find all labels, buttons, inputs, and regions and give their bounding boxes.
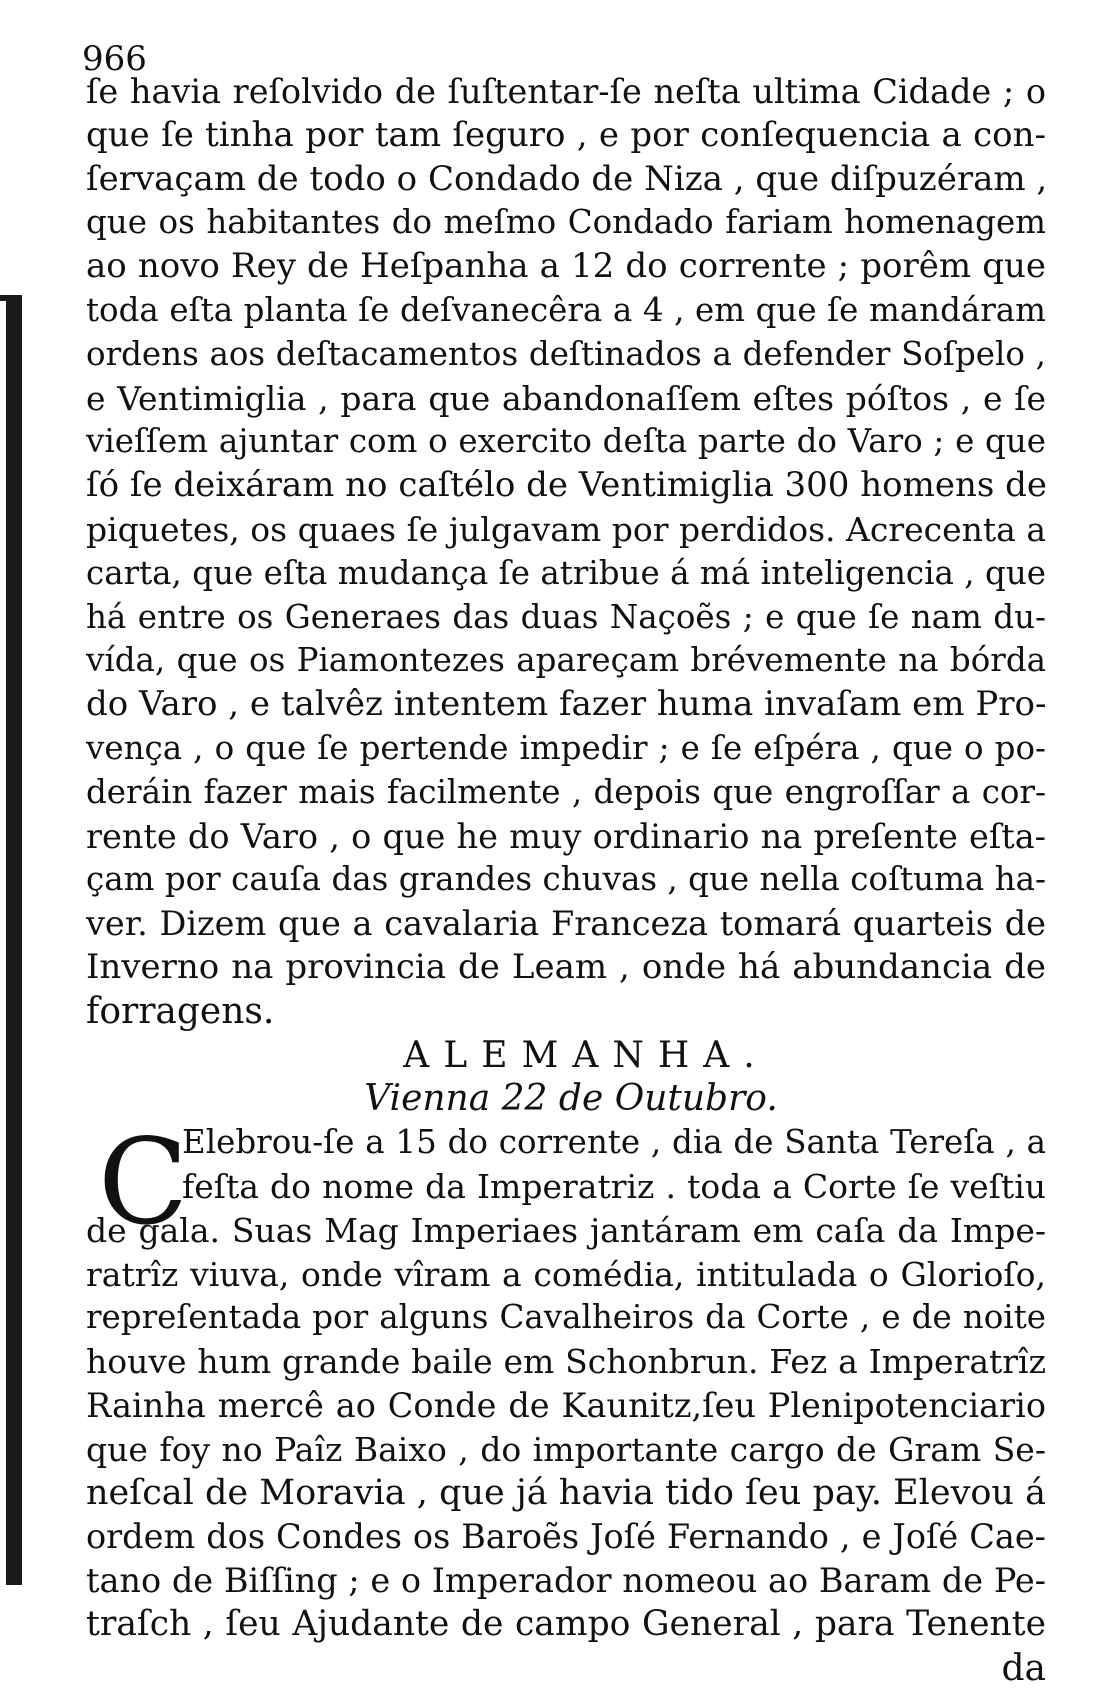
drop-capital: C [98, 1113, 189, 1252]
text-line: ao novo Rey de Heſpanha a 12 do corrente ; porêm que [86, 246, 1046, 287]
text-line: ordem dos Condes os Baroẽs Joſé Fernando , e Joſé Cae- [86, 1517, 1046, 1557]
text-line: ſervaçam de todo o Condado de Niza , que diſpuzéram , [86, 158, 1048, 199]
dateline: Vienna 22 de Outubro. [364, 1078, 778, 1120]
text-line: rente do Varo , o que he muy ordinario na preſente eſta- [86, 816, 1046, 856]
text-line: vença , o que ſe pertende impedir ; e ſe eſpéra , que o po- [86, 728, 1046, 767]
text-line: deráin fazer mais facilmente , depois que engroſſar a cor- [86, 772, 1046, 811]
text-line: tano de Biſſing ; e o Imperador nomeou ao Baram de Pe- [86, 1561, 1046, 1601]
text-line: houve hum grande baile em Schonbrun. Fez a Imperatrîz [86, 1342, 1046, 1382]
text-line: ordens aos deſtacamentos deſtinados a defender Soſpelo , [86, 334, 1046, 373]
text-line: vieſſem ajuntar com o exercito deſta parte do Varo ; e que [86, 422, 1046, 461]
catchword: da [1001, 1647, 1046, 1689]
text-block [86, 70, 1046, 1690]
text-line: neſcal de Moravia , que já havia tido ſeu pay. Elevou á [86, 1472, 1046, 1513]
page-edge-rule [6, 295, 22, 1585]
section-heading: ALEMANHA. [403, 1034, 769, 1076]
text-line: do Varo , e talvêz intentem fazer huma invaſam em Pro- [86, 684, 1047, 725]
text-line: ſe havia reſolvido de ſuſtentar-ſe neſta ultima Cidade ; o [86, 72, 1046, 111]
text-line: traſch , ſeu Ajudante de campo General , para Tenente [86, 1603, 1046, 1644]
text-line: ratrîz viuva, onde vîram a comédia, intitulada o Glorioſo, [86, 1254, 1046, 1294]
text-line: ſó ſe deixáram no caſtélo de Ventimiglia 300 homens de [86, 465, 1048, 506]
text-line: que os habitantes do meſmo Condado fariam homenagem [86, 203, 1046, 242]
text-line: çam por cauſa das grandes chuvas , que nella coſtuma ha- [86, 860, 1046, 899]
text-line: feſta do nome da Imperatriz . toda a Corte ſe veſtiu [182, 1166, 1046, 1206]
text-line: há entre os Generaes das duas Naçoẽs ; e que ſe nam du- [86, 597, 1046, 636]
text-line: e Ventimiglia , para que abandonaſſem eſtes póſtos , e ſe [86, 378, 1046, 418]
text-line: vída, que os Piamontezes apareçam brévemente na bórda [86, 641, 1046, 680]
text-line: carta, que eſta mudança ſe atribue á má inteligencia , que [86, 553, 1046, 592]
text-line: toda eſta planta ſe deſvanecêra a 4 , em que ſe mandáram [86, 290, 1046, 329]
text-line: que ſe tinha por tam ſeguro , e por conſequencia a con- [86, 114, 1046, 155]
text-line: ver. Dizem que a cavalaria Franceza tomará quarteis de [86, 904, 1046, 944]
text-line: Rainha mercê ao Conde de Kaunitz,ſeu Plenipotenciario [86, 1385, 1046, 1425]
text-line: de gala. Suas Mag Imperiaes jantáram em caſa da Impe- [86, 1210, 1046, 1250]
text-line: forragens. [86, 990, 275, 1032]
text-line: Elebrou-ſe a 15 do corrente , dia de Santa Tereſa , a [182, 1123, 1046, 1162]
text-line: que foy no Paîz Baixo , do importante cargo de Gram Se- [86, 1429, 1046, 1469]
page-number: 966 [82, 39, 147, 79]
text-line: Inverno na provincia de Leam , onde há abundancia de [86, 946, 1046, 987]
text-line: repreſentada por alguns Cavalheiros da Corte , e de noite [86, 1298, 1046, 1337]
text-line: piquetes, os quaes ſe julgavam por perdidos. Acrecenta a [86, 509, 1047, 549]
